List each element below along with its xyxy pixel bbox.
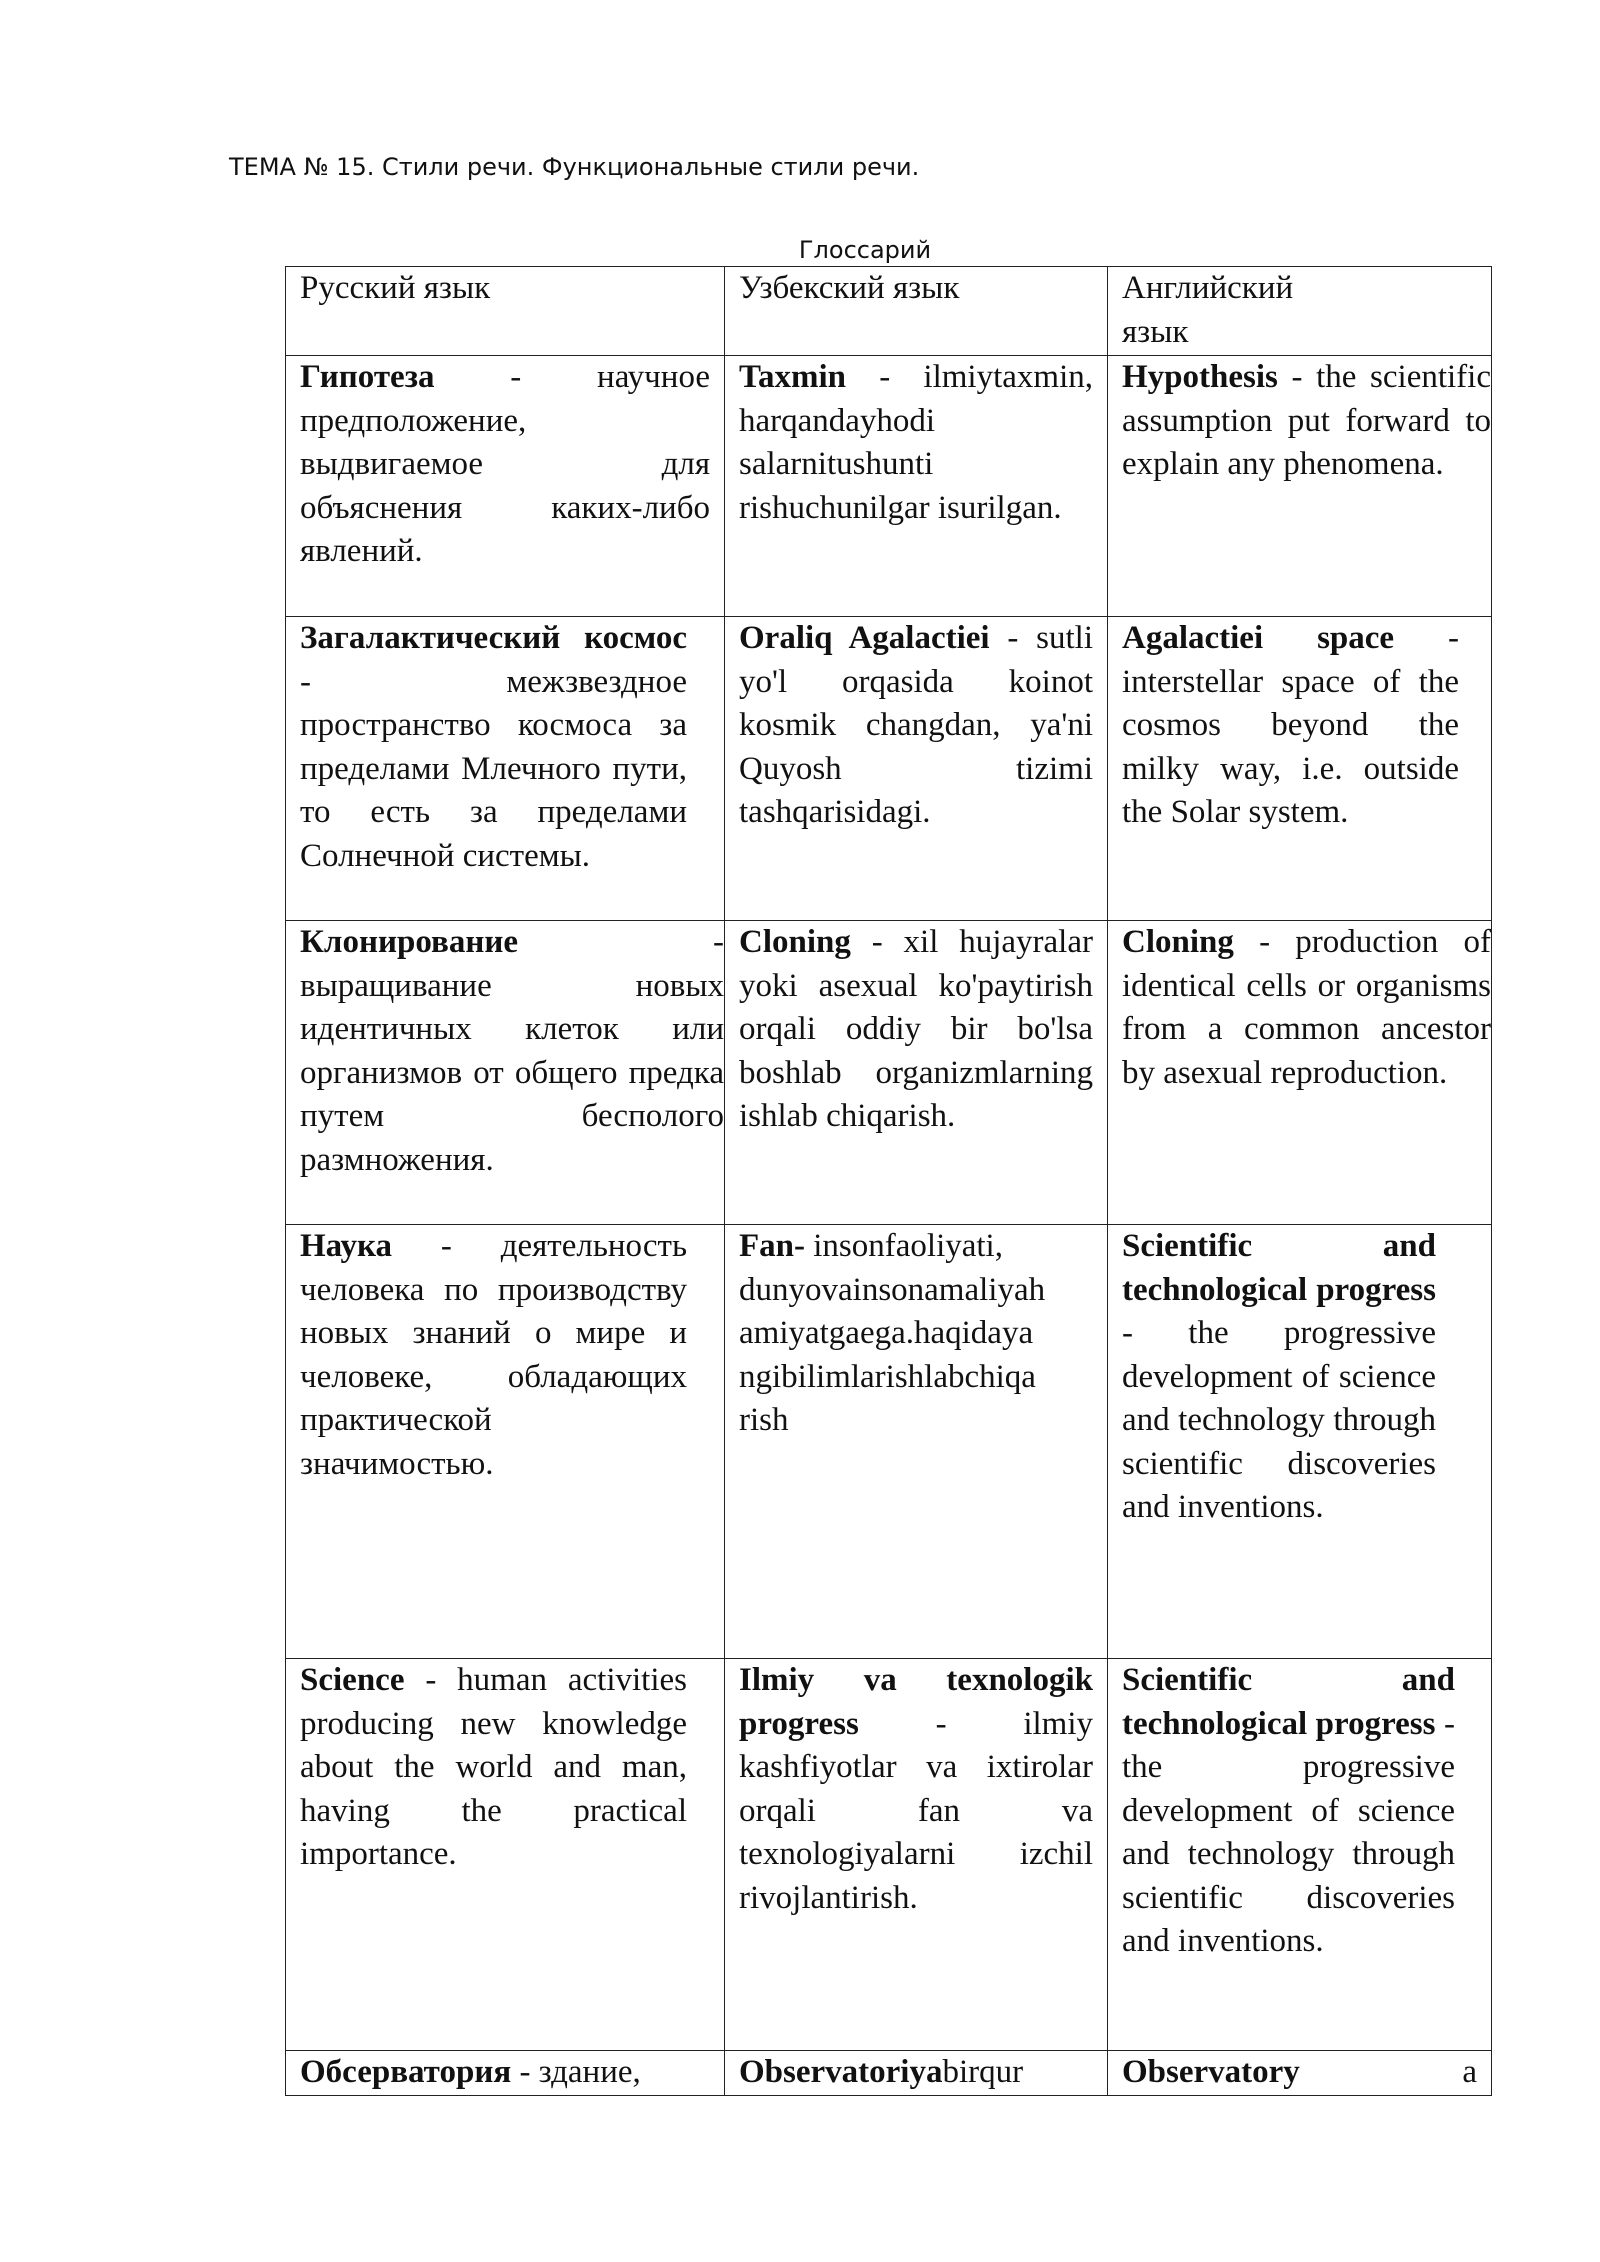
cell-uzbek: [725, 921, 1108, 1225]
term: Клонирование: [300, 924, 518, 960]
term: Cloning: [1122, 924, 1234, 960]
cell-russian: [286, 921, 725, 1225]
term: Обсерватория: [300, 2054, 512, 2090]
cell-english: [1108, 1659, 1492, 2051]
cell-russian: [286, 1659, 725, 2051]
cell-uzbek: [725, 356, 1108, 617]
definition: - sutli yo'l orqasida koinot kosmik changdan, ya'ni Quyosh tizimi tashqarisidagi.: [739, 620, 1093, 830]
glossary-caption: Глоссарий: [798, 236, 932, 264]
definition: - здание,: [511, 2054, 641, 2090]
table-row: [286, 1225, 1492, 1659]
table-row: [286, 1659, 1492, 2051]
column-header-uzbek: Узбекский язык: [725, 267, 1108, 356]
definition: insonfaoliyati, dunyovainsonamaliyah amiyatgaega.haqidaya ngibilimlarishlabchiqa rish: [739, 1228, 1046, 1438]
definition: - деятельность человека по производству новых знаний о мире и человеке, обладающих практической значимостью.: [300, 1228, 687, 1482]
term: Наука: [300, 1228, 393, 1264]
definition: - the progressive development of science and technology through scientific discoveries and inventions.: [1122, 1315, 1436, 1525]
term: Cloning: [739, 924, 851, 960]
cell-russian: [286, 1225, 725, 1659]
term: Science: [300, 1662, 405, 1698]
cell-english: [1108, 617, 1492, 921]
column-header-english: Английский язык: [1108, 267, 1492, 356]
term: Agalactiei space: [1122, 620, 1395, 656]
cell-english: [1108, 921, 1492, 1225]
term: Observatoriya: [739, 2054, 943, 2090]
definition: - interstellar space of the cosmos beyond the milky way, i.e. outside the Solar system.: [1122, 620, 1459, 830]
term: Scientific and technological progress: [1122, 1228, 1436, 1308]
definition: - ilmiytaxmin, harqandayhodi salarnitushunti rishuchunilgar isurilgan.: [739, 359, 1093, 526]
term: Hypothesis: [1122, 359, 1278, 395]
term: Oraliq Agalactiei: [739, 620, 990, 656]
definition: - ilmiy kashfiyotlar va ixtirolar orqali fan va texnologiyalarni izchil rivojlantirish.: [739, 1705, 1093, 1916]
definition: - the progressive development of science and technology through scientific discoveries and inventions.: [1122, 1705, 1455, 1959]
column-header-russian: Русский язык: [286, 267, 725, 356]
page-title: ТЕМА № 15. Стили речи. Функциональные стили речи.: [229, 153, 920, 181]
table-header-row: [286, 267, 1492, 356]
definition: - выращивание новых идентичных клеток или организмов от общего предка путем бесполого размножения.: [300, 924, 724, 1178]
table-row: [286, 921, 1492, 1225]
definition: - production of identical cells or organisms from a common ancestor by asexual reproduction.: [1122, 924, 1491, 1091]
table-row: [286, 617, 1492, 921]
cell-russian: [286, 617, 725, 921]
term: Загалактический космос: [300, 620, 687, 656]
cell-russian: [286, 356, 725, 617]
cell-english: [1108, 356, 1492, 617]
term: Fan-: [739, 1228, 805, 1264]
definition: - межзвездное пространство космоса за пределами Млечного пути, то есть за пределами Солнечной системы.: [300, 663, 687, 874]
term: Observatory: [1122, 2054, 1300, 2090]
definition: - научное предположение, выдвигаемое для объяснения каких-либо явлений.: [300, 359, 710, 569]
definition: - xil hujayralar yoki asexual ko'paytirish orqali oddiy bir bo'lsa boshlab organizmlarning ishlab chiqarish.: [739, 924, 1093, 1134]
term: Ilmiy va texnologik progress: [739, 1662, 1093, 1742]
cell-uzbek: [725, 617, 1108, 921]
term: Scientific and technological progress: [1122, 1662, 1455, 1742]
table-row: [286, 2051, 1492, 2096]
table-row: [286, 356, 1492, 617]
cell-uzbek: [725, 2051, 1108, 2096]
cell-english: [1108, 1225, 1492, 1659]
definition: birqur: [942, 2054, 1024, 2090]
term: Taxmin: [739, 359, 846, 395]
cell-russian: [286, 2051, 725, 2096]
cell-uzbek: [725, 1225, 1108, 1659]
term: Гипотеза: [300, 359, 435, 395]
definition: - the scientific assumption put forward to explain any phenomena.: [1122, 359, 1491, 482]
definition: - human activities producing new knowledge about the world and man, having the practical importance.: [300, 1662, 687, 1872]
glossary-table: [285, 266, 1492, 2096]
definition: a: [1462, 2054, 1477, 2090]
cell-uzbek: [725, 1659, 1108, 2051]
cell-english: [1108, 2051, 1492, 2096]
